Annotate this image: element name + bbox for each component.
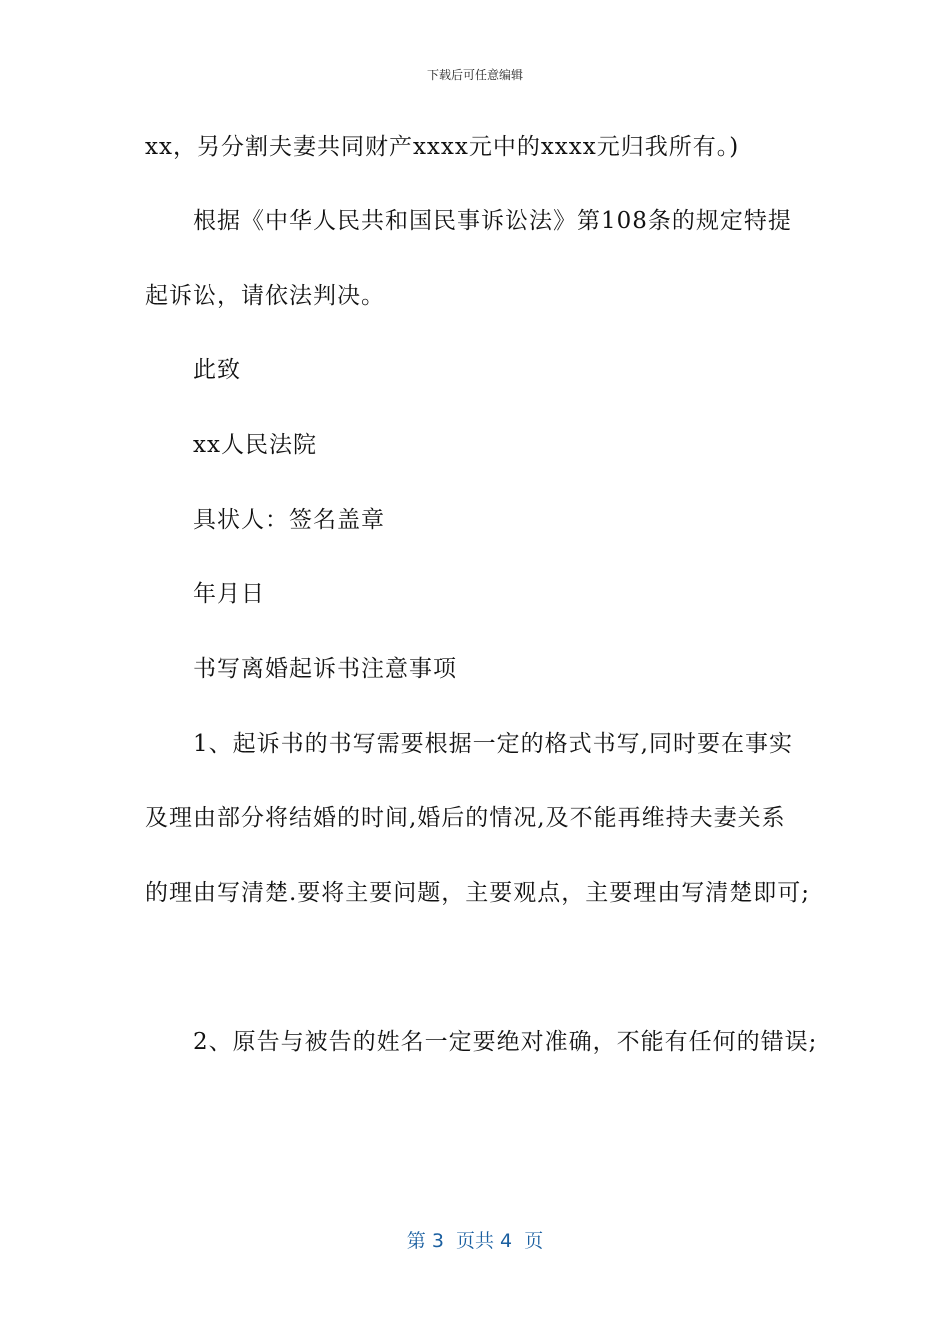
note-1-line-1: 1、起诉书的书写需要根据一定的格式书写,同时要在事实 [193, 731, 793, 757]
section-heading: 书写离婚起诉书注意事项 [193, 656, 457, 682]
body-line-2: 根据《中华人民共和国民事诉讼法》第108条的规定特提 [193, 208, 792, 234]
salutation-line: 此致 [193, 357, 241, 383]
note-1-line-2: 及理由部分将结婚的时间,婚后的情况,及不能再维持夫妻关系 [145, 805, 786, 831]
note-2-line-1: 2、原告与被告的姓名一定要绝对准确，不能有任何的错误; [193, 1029, 818, 1055]
body-line-1: xx，另分割夫妻共同财产xxxx元中的xxxx元归我所有。) [145, 134, 740, 160]
page-header: 下载后可任意编辑 [426, 68, 523, 82]
signature-line: 具状人：签名盖章 [193, 507, 385, 533]
date-line: 年月日 [193, 581, 265, 607]
page-footer: 第 3 页共 4 页 [406, 1230, 544, 1252]
note-1-line-3: 的理由写清楚.要将主要问题，主要观点，主要理由写清楚即可; [145, 880, 811, 906]
body-line-3: 起诉讼，请依法判决。 [145, 283, 385, 309]
court-name-line: xx人民法院 [193, 432, 317, 458]
